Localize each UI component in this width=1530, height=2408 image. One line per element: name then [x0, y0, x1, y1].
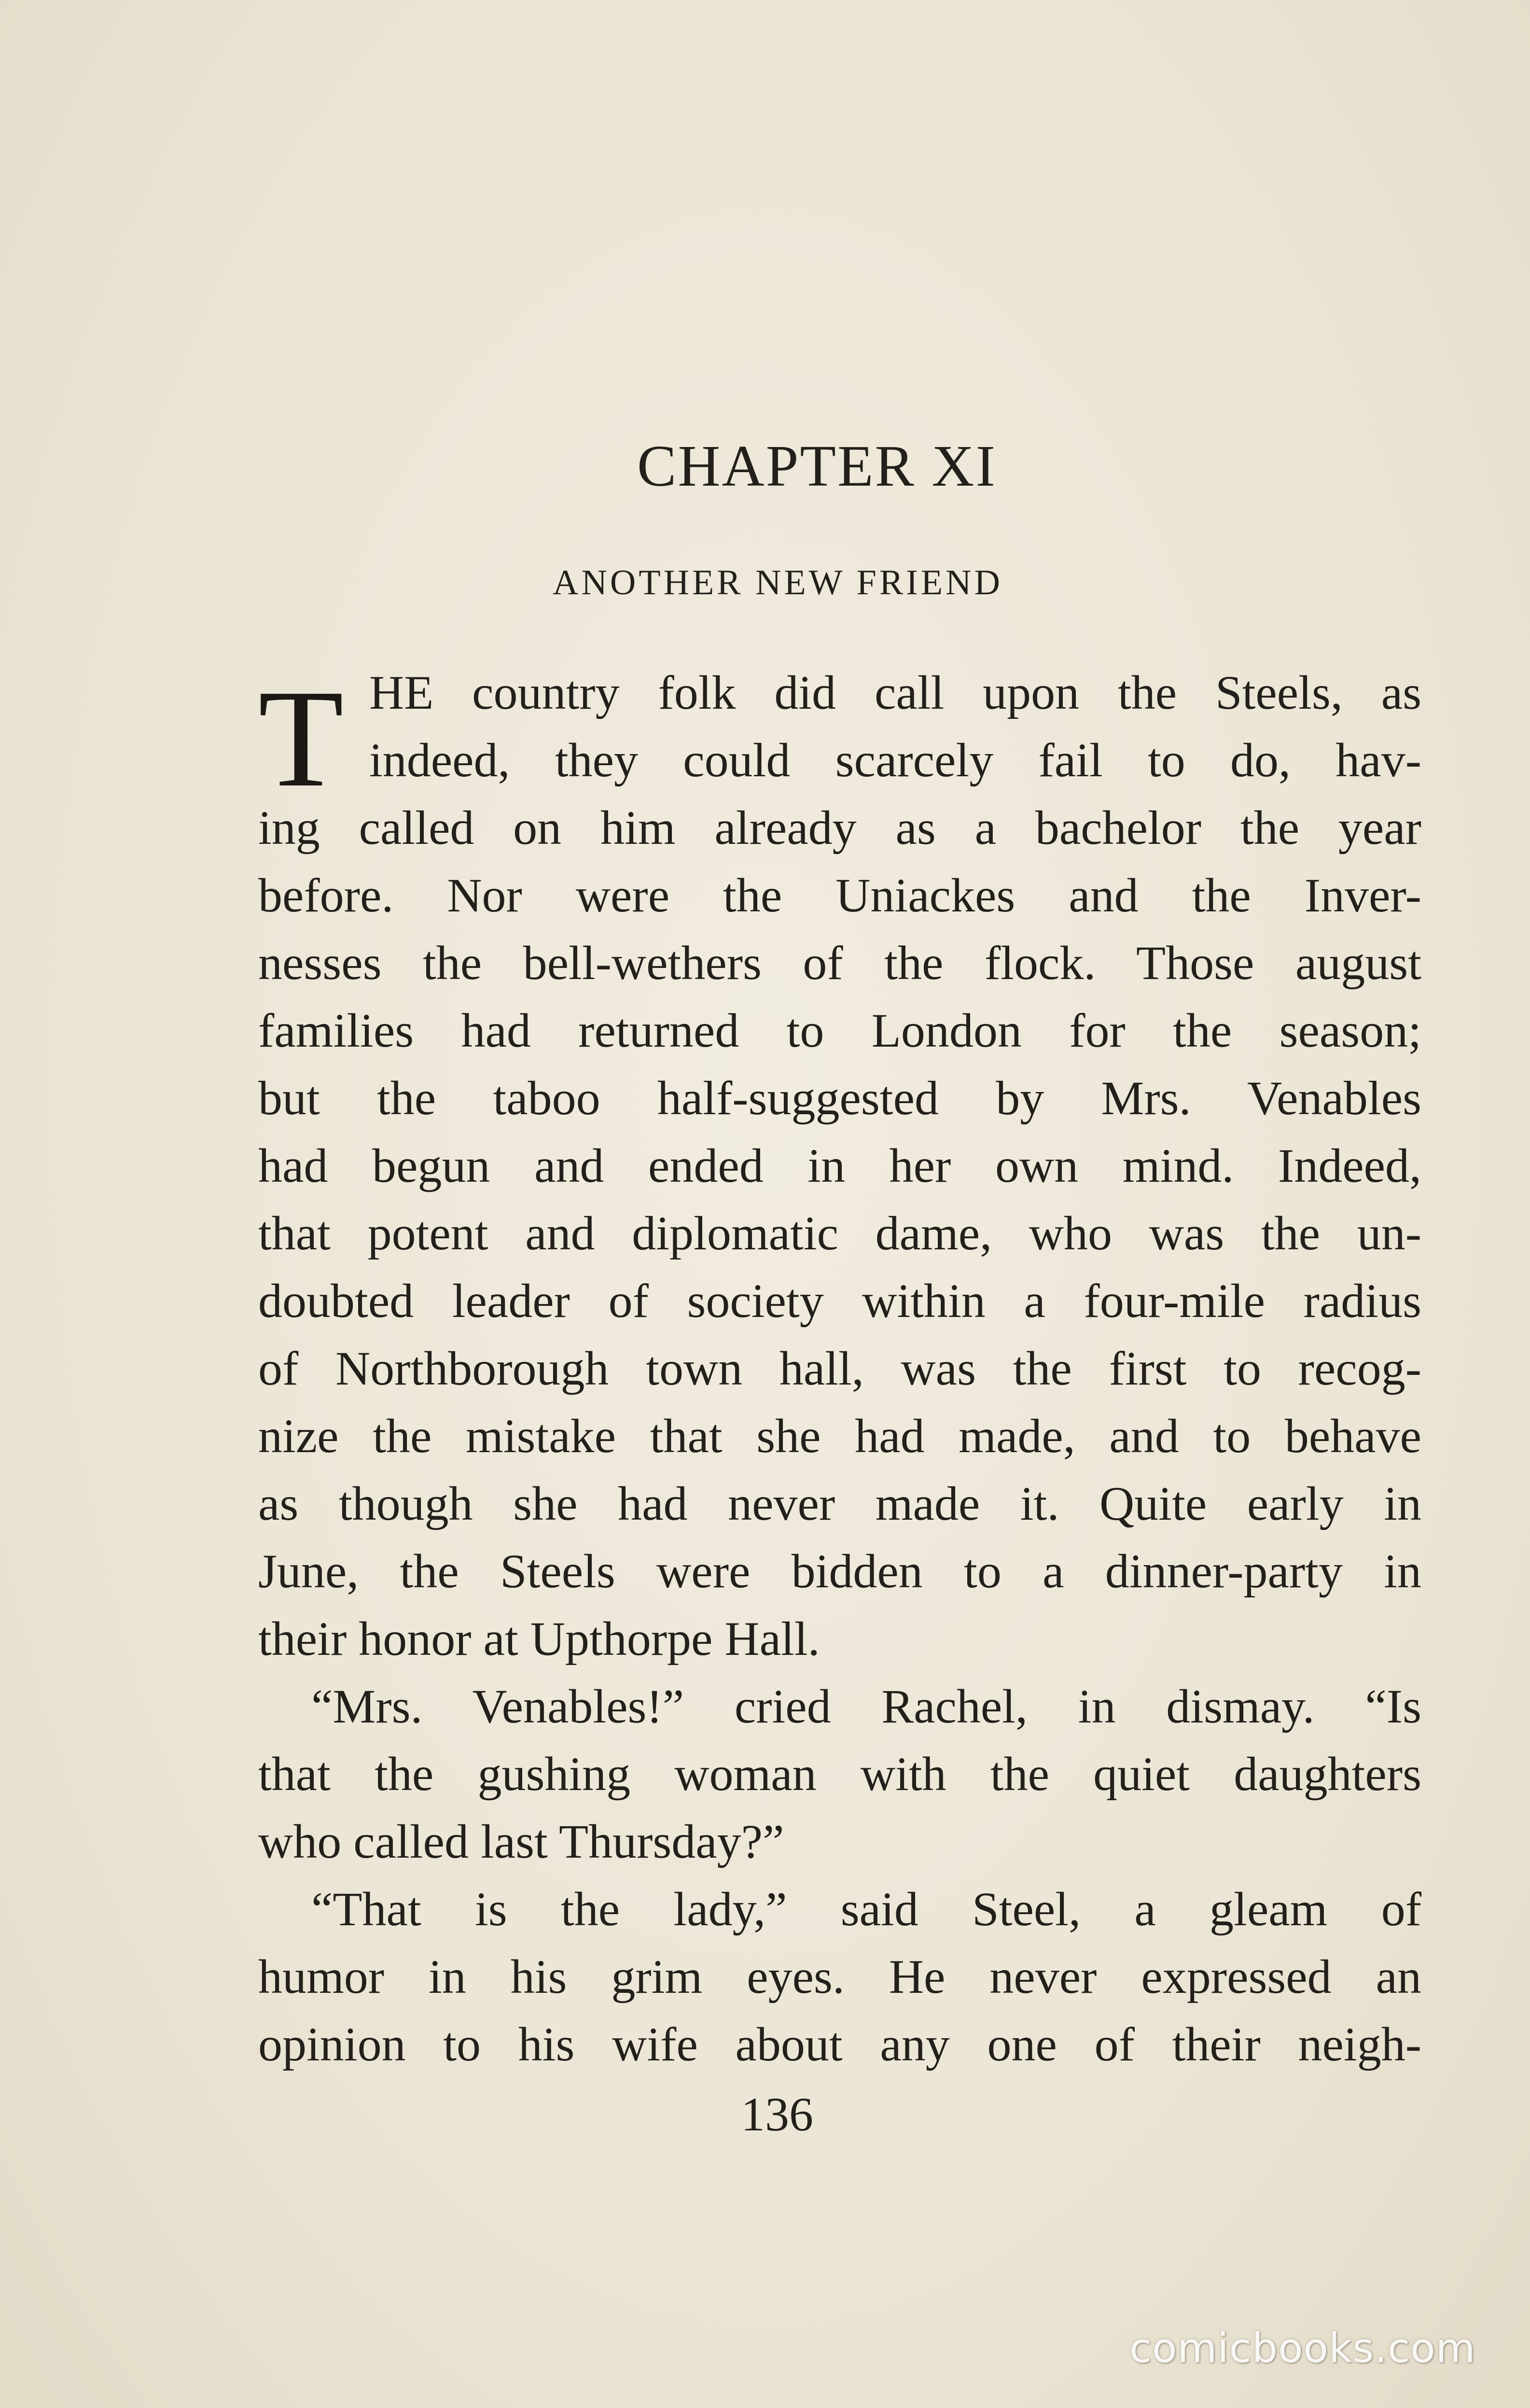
text-line: before. Nor were the Uniackes and the Inver-: [258, 868, 1421, 922]
page-number: 136: [741, 2087, 813, 2141]
text-line: ing called on him already as a bachelor the year: [258, 801, 1421, 854]
text-line: “That is the lady,” said Steel, a gleam of: [311, 1882, 1421, 1936]
text-line: HE country folk did call upon the Steels, as: [369, 666, 1421, 719]
text-line: doubted leader of society within a four-mile radius: [258, 1274, 1421, 1328]
text-line: who called last Thursday?”: [258, 1815, 784, 1868]
text-line: “Mrs. Venables!” cried Rachel, in dismay. “Is: [311, 1680, 1421, 1733]
watermark: comicbooks.com: [1129, 2324, 1476, 2372]
paragraph-3: [258, 1876, 1421, 2078]
text-line: of Northborough town hall, was the first to recog-: [258, 1342, 1421, 1395]
text-line: June, the Steels were bidden to a dinner-party in: [258, 1544, 1421, 1598]
drop-cap: T: [258, 661, 344, 816]
chapter-title: ANOTHER NEW FRIEND: [553, 563, 1003, 602]
text-line: but the taboo half-suggested by Mrs. Venables: [258, 1071, 1421, 1125]
text-line: their honor at Upthorpe Hall.: [258, 1612, 820, 1666]
body-text: [258, 659, 1421, 2078]
paragraph-1: [258, 659, 1421, 1673]
paragraph-2: [258, 1673, 1421, 1876]
text-line: nize the mistake that she had made, and to behave: [258, 1409, 1421, 1463]
text-line: nesses the bell-wethers of the flock. Those august: [258, 936, 1421, 990]
text-line: had begun and ended in her own mind. Indeed,: [258, 1139, 1421, 1192]
text-line: families had returned to London for the season;: [258, 1004, 1421, 1057]
text-line: humor in his grim eyes. He never expressed an: [258, 1950, 1421, 2003]
chapter-heading: CHAPTER XI: [637, 434, 997, 499]
text-line: as though she had never made it. Quite early in: [258, 1477, 1421, 1530]
text-line: opinion to his wife about any one of their neigh-: [258, 2017, 1421, 2071]
text-line: that potent and diplomatic dame, who was the un-: [258, 1206, 1421, 1260]
text-line: indeed, they could scarcely fail to do, hav-: [369, 733, 1421, 787]
text-line: that the gushing woman with the quiet daughters: [258, 1747, 1421, 1801]
